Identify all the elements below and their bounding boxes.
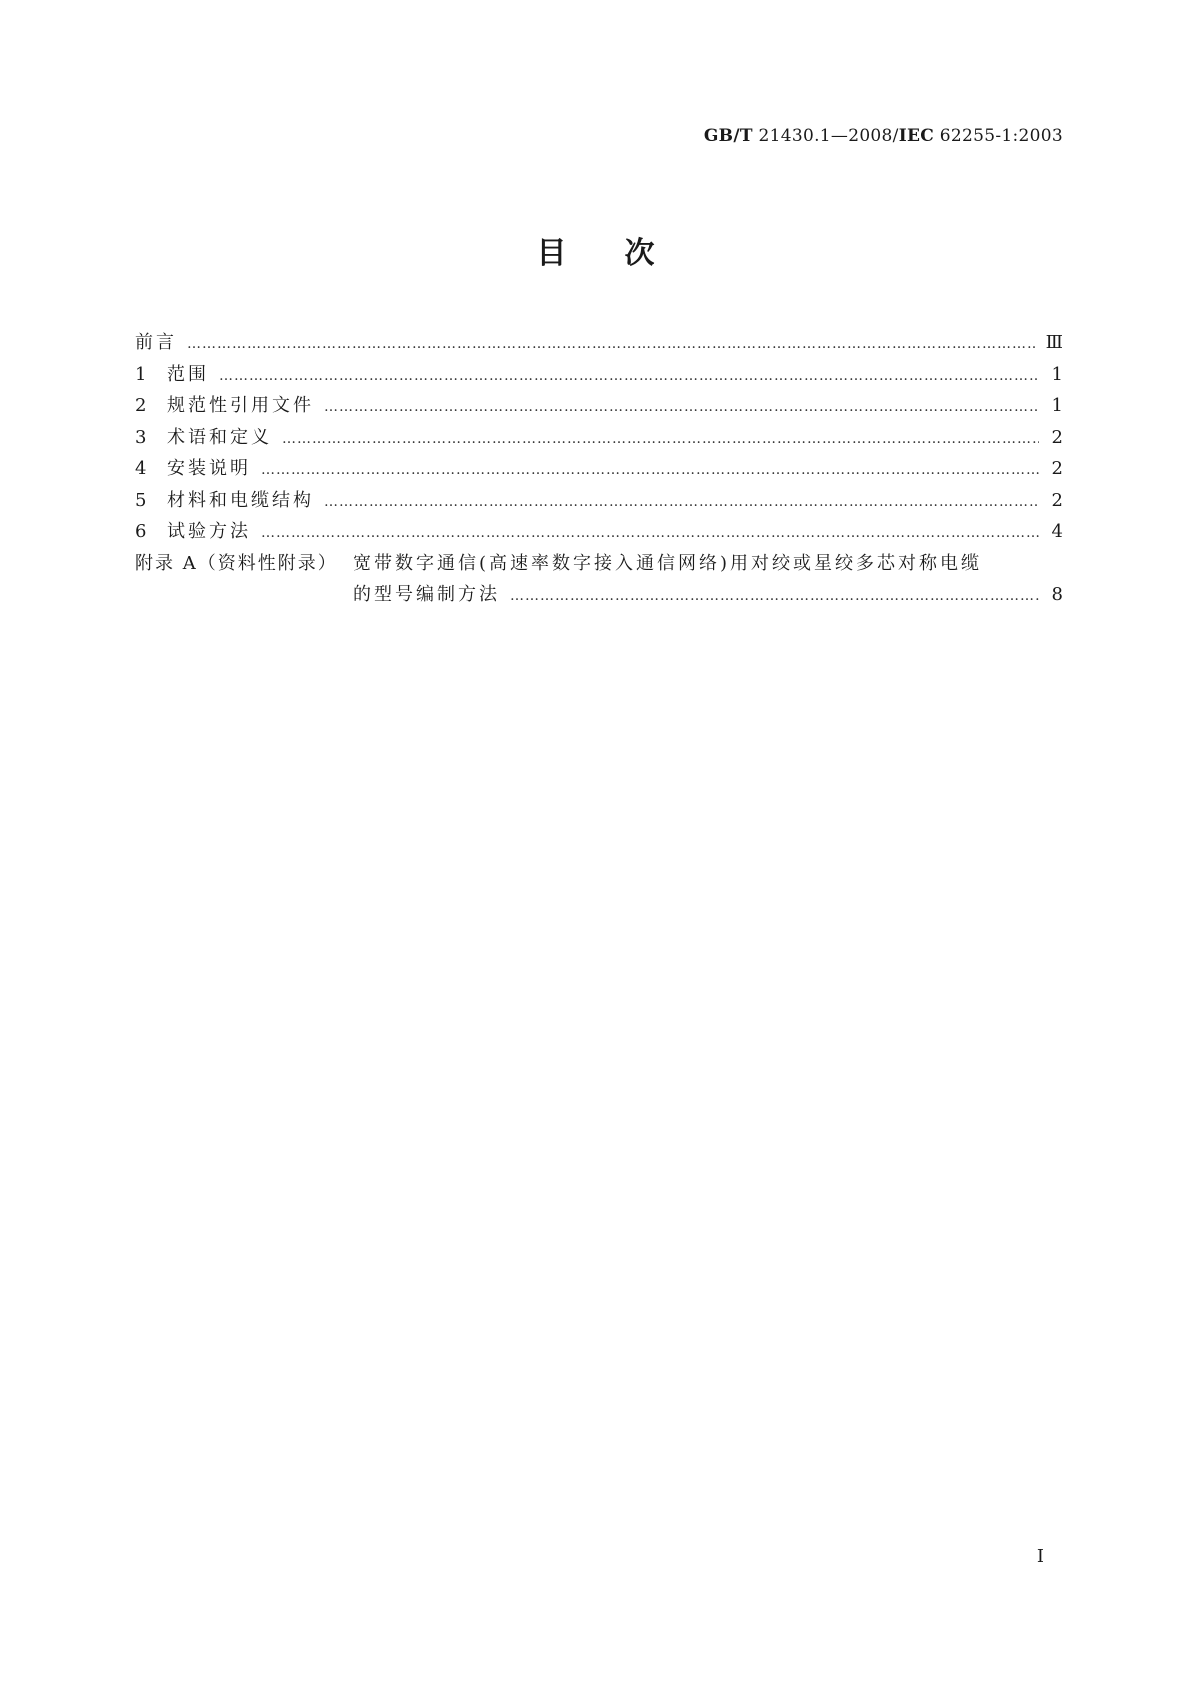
toc-entry-label: 术语和定义 — [167, 426, 272, 448]
toc-entry-label: 材料和电缆结构 — [167, 489, 314, 511]
dot-leader — [510, 581, 1039, 613]
dot-leader — [324, 392, 1039, 424]
toc-entry-page: 2 — [1051, 489, 1063, 511]
toc-entry-page: 4 — [1051, 521, 1063, 542]
page-number: I — [1036, 1546, 1044, 1567]
standard-number: 21430.1—2008/ — [758, 126, 899, 146]
toc-entry-label: 试验方法 — [167, 521, 251, 542]
toc-entry-normative-references[interactable] — [135, 390, 1063, 422]
toc-entry-page: 1 — [1051, 363, 1063, 385]
toc-entry-appendix-a[interactable] — [135, 548, 1063, 611]
toc-entry-number: 4 — [135, 458, 147, 479]
toc-entry-number: 3 — [135, 426, 147, 448]
toc-entry-number: 2 — [135, 395, 147, 416]
toc-entry-label: 范围 — [167, 363, 209, 385]
dot-leader — [219, 361, 1039, 393]
toc-entry-number: 1 — [135, 363, 147, 385]
toc-entry-foreword[interactable] — [135, 327, 1063, 359]
dot-leader — [261, 518, 1039, 550]
standard-prefix: GB/T — [703, 126, 753, 146]
appendix-second-line — [135, 579, 1063, 611]
appendix-prefix: 附录 A（资料性附录） — [135, 552, 338, 574]
dot-leader — [261, 455, 1039, 487]
appendix-first-line — [135, 548, 1063, 580]
dot-leader — [324, 487, 1039, 519]
toc-entry-page: 1 — [1051, 395, 1063, 416]
toc-entry-terms-definitions[interactable] — [135, 422, 1063, 454]
toc-entry-number: 6 — [135, 521, 147, 542]
iec-number: 62255-1:2003 — [939, 126, 1063, 146]
toc-entry-page: 2 — [1051, 458, 1063, 479]
toc-entry-installation[interactable] — [135, 453, 1063, 485]
table-of-contents — [135, 327, 1063, 611]
toc-entry-scope[interactable] — [135, 359, 1063, 391]
toc-entry-materials-construction[interactable] — [135, 485, 1063, 517]
toc-entry-label: 安装说明 — [167, 458, 251, 479]
toc-entry-number: 5 — [135, 489, 147, 511]
toc-entry-test-methods[interactable] — [135, 516, 1063, 548]
toc-entry-page: 2 — [1051, 426, 1063, 448]
dot-leader — [282, 424, 1039, 456]
standard-header — [704, 126, 1063, 146]
toc-entry-label: 规范性引用文件 — [167, 395, 314, 416]
iec-prefix: IEC — [898, 126, 935, 146]
toc-entry-page: 8 — [1051, 584, 1063, 605]
appendix-title-line2: 的型号编制方法 — [353, 584, 500, 605]
page-title: 目次 — [536, 236, 713, 271]
appendix-title-line1: 宽带数字通信(高速率数字接入通信网络)用对绞或星绞多芯对称电缆 — [353, 552, 983, 574]
toc-entry-label: 前言 — [135, 332, 177, 353]
toc-entry-page: Ⅲ — [1045, 332, 1063, 353]
dot-leader — [187, 329, 1036, 361]
